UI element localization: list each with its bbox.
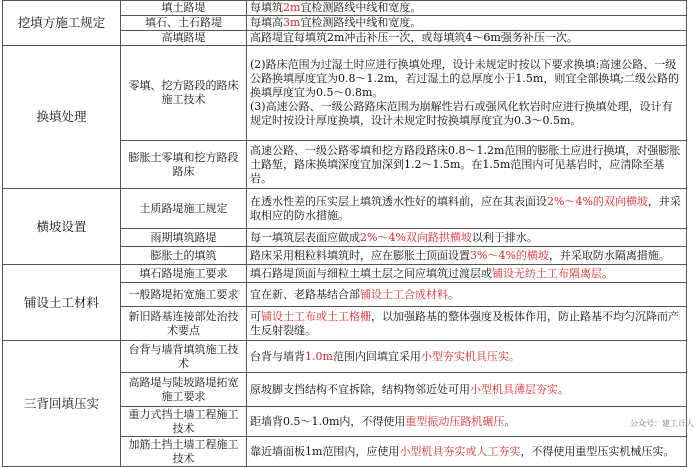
subitem-cell: 重力式挡土墙工程施工技术 (121, 407, 247, 437)
highlight-text: 小型机具夯实或人工夯实 (399, 444, 521, 458)
category-cell: 换填处理 (3, 46, 121, 189)
text-segment: 。 (602, 266, 613, 280)
text-segment: ，不得使用重型压实机械压实。 (520, 444, 675, 458)
table-row (3, 189, 687, 229)
text-segment: 靠近墙面板1m范围内，应使用 (250, 444, 400, 458)
subitem-cell: 高路堤与陡坡路堤拓宽施工要求 (121, 373, 247, 407)
description-cell (247, 341, 687, 373)
text-segment: 高路堤宜每填筑2m冲击补压一次，或每填筑4～6m强务补压一次。 (250, 31, 578, 44)
highlight-text: 铺设无纺土工布隔离层 (492, 266, 602, 280)
text-segment: (3)高速公路、一级公路路床范围为崩解性岩石或强风化软岩时应进行换填处理，设计有规定时按设计厚度换填，设计未规定时按换填厚度宜为0.3～0.5m。 (250, 100, 673, 127)
text-segment: 每填筑 (250, 1, 283, 14)
subitem-cell: 台背与墙背填筑施工技术 (121, 341, 247, 373)
table-row (3, 1, 687, 16)
text-segment: 高速公路、一级公路零填和挖方路段路床0.8～1.2m范围的膨胀土应进行换填，对强膨胀土路堑，路床换填深度宜加深到1.2～1.5m。在1.5m范围内可见基岩时，应清除至基岩。 (250, 143, 681, 185)
text-segment: 宜检测路线中线和宽度。 (300, 1, 422, 14)
text-segment: ，并采取防水隔离措施。 (548, 248, 670, 262)
text-segment: 。 (448, 287, 459, 301)
highlight-text: 铺设土工合成材料 (360, 287, 448, 301)
category-cell: 横坡设置 (3, 189, 121, 265)
subitem-cell: 零填、挖方路段的路床施工技术 (121, 46, 247, 141)
highlight-text: 2m (283, 1, 301, 14)
description-cell (247, 307, 687, 341)
description-cell (247, 1, 687, 16)
category-cell: 铺设土工材料 (3, 265, 121, 341)
table-row (3, 265, 687, 283)
text-segment: ，并采取相应的防水措施。 (250, 194, 681, 222)
watermark-label: 公众号：建工计人 (630, 419, 694, 428)
subitem-cell: 一般路堤拓宽施工要求 (121, 283, 247, 307)
subitem-cell: 膨胀土的填筑 (121, 247, 247, 265)
highlight-text: 1.0m (305, 349, 333, 363)
text-segment: 每填高 (250, 16, 283, 29)
subitem-cell: 填土路堤 (121, 1, 247, 16)
highlight-text: 3m (283, 16, 301, 29)
highlight-text: 2%～4%的双向横坡 (547, 194, 648, 208)
text-segment: 宜检测路线中线和宽度。 (300, 16, 422, 29)
highlight-text: 小型夯实机具压实。 (420, 349, 520, 363)
highlight-text: 2%～4%双向路拱横坡 (360, 230, 472, 244)
highlight-text: 小型机具薄层夯实 (470, 382, 558, 396)
text-segment: 路床采用粗粒料填筑时，应在膨胀土顶面设置 (250, 248, 470, 262)
description-cell (247, 247, 687, 265)
text-segment: 宜在新、老路基结合部 (250, 287, 360, 301)
subitem-cell: 土质路堤施工规定 (121, 189, 247, 229)
text-segment: 。 (558, 382, 569, 396)
description-cell (247, 31, 687, 46)
table-row (3, 46, 687, 141)
subitem-cell: 雨期填筑路堤 (121, 229, 247, 247)
highlight-text: 3%～4%的横坡 (470, 248, 549, 262)
subitem-cell: 新旧路基连接部处治技术要点 (121, 307, 247, 341)
text-segment: 范围内回填宜采用 (332, 349, 421, 363)
description-cell (247, 229, 687, 247)
text-segment: 每一填筑层表面应做成 (250, 230, 360, 244)
highlight-text: 铺设土工布或土工格栅 (261, 309, 371, 323)
category-cell: 挖填方施工规定 (3, 1, 121, 46)
description-cell (247, 373, 687, 407)
text-segment: (2)路床范围为过湿土时应进行换填处理，设计未规定时按以下要求换填:高速公路、一级公路换填厚度宜为0.8～1.2m，若过湿土的总厚度小于1.5m，则宜全部换填;二级公路的换填厚度宜为0.5～0.8m。 (250, 58, 680, 99)
subitem-cell: 填石路堤施工要求 (121, 265, 247, 283)
subitem-cell: 高填路堤 (121, 31, 247, 46)
description-cell (247, 16, 687, 31)
text-segment: 以利于排水。 (471, 230, 538, 244)
description-cell (247, 46, 687, 141)
description-cell (247, 407, 687, 437)
category-cell: 三背回填压实 (3, 341, 121, 467)
description-cell (247, 141, 687, 189)
text-segment: 距墙背0.5～1.0m内，不得使用 (250, 414, 406, 428)
description-cell (247, 437, 687, 467)
text-segment: 可 (250, 309, 261, 323)
text-segment: 在透水性差的压实层上填筑透水性好的填料前，应在其表面设 (250, 194, 547, 208)
description-cell (247, 265, 687, 283)
table-row (3, 341, 687, 373)
text-segment: 原坡脚支挡结构不宜拆除，结构物邻近处可用 (250, 382, 470, 396)
subitem-cell: 加筋土挡土墙工程施工技术 (121, 437, 247, 467)
text-segment: 填石路堤顶面与细粒土填土层之间应填筑过渡层或 (250, 266, 492, 280)
highlight-text: 重型振动压路机碾压 (405, 414, 505, 428)
text-segment: 。 (504, 414, 516, 428)
description-cell (247, 189, 687, 229)
construction-rules-table (2, 0, 687, 467)
subitem-cell: 填石、土石路堤 (121, 16, 247, 31)
text-segment: ，以加强路基的整体强度及板体作用，防止路基不均匀沉降而产生反射裂缝。 (250, 309, 679, 337)
description-cell (247, 283, 687, 307)
text-segment: 台背与墙背 (250, 349, 305, 363)
subitem-cell: 膨胀土零填和挖方路段路床 (121, 141, 247, 189)
